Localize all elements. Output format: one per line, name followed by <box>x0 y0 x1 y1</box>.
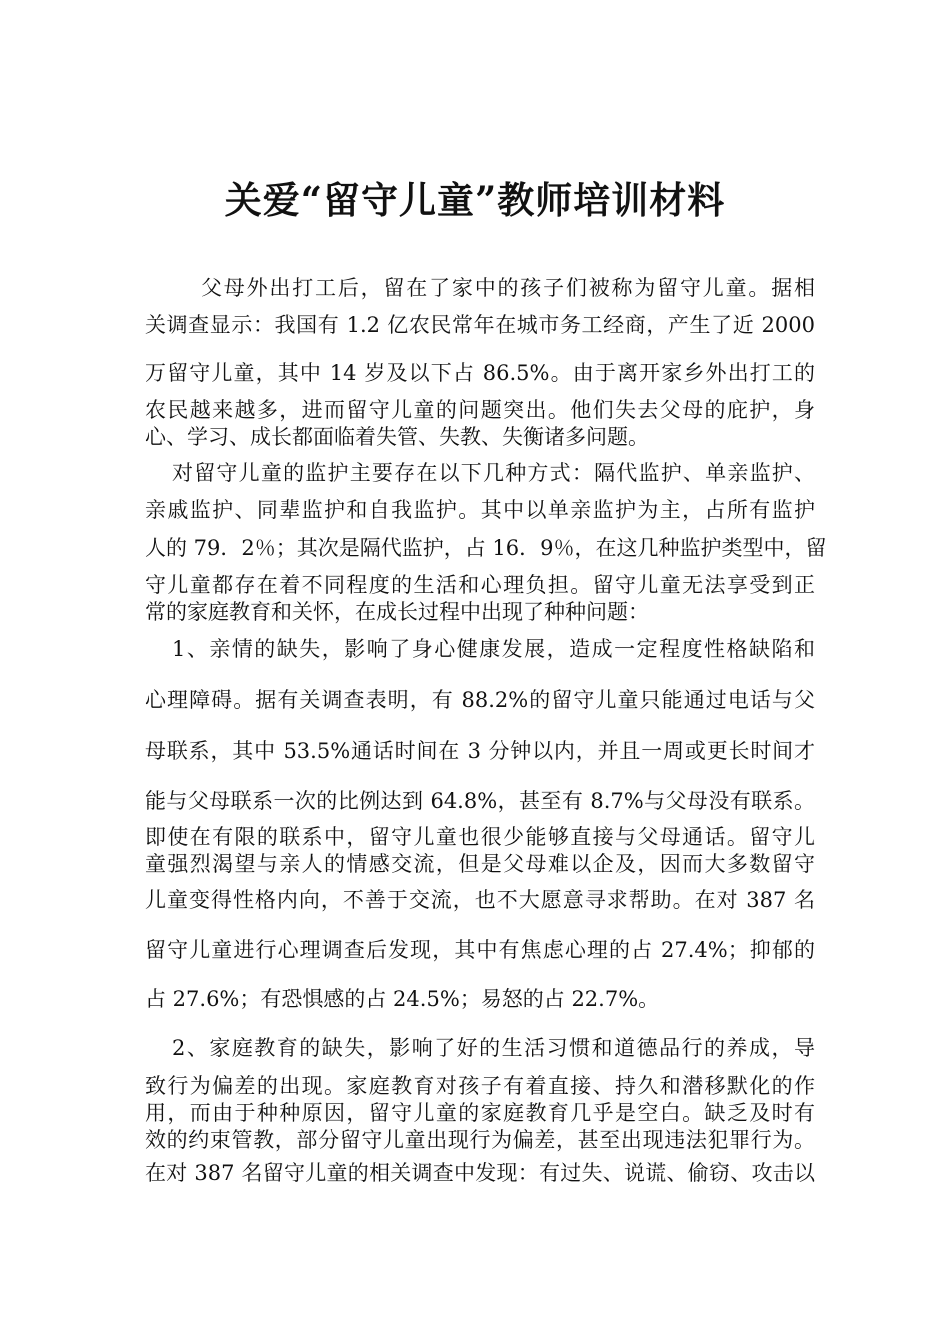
text-line: 人的 79．2％；其次是隔代监护，占 16．9％，在这几种监护类型中，留 <box>145 536 827 560</box>
text-line: 亲戚监护、同辈监护和自我监护。其中以单亲监护为主，占所有监护 <box>145 498 815 522</box>
text-line: 在对 387 名留守儿童的相关调查中发现：有过失、说谎、偷窃、攻击以 <box>145 1161 815 1185</box>
text-line: 父母外出打工后，留在了家中的孩子们被称为留守儿童。据相 <box>201 276 815 300</box>
text-line: 常的家庭教育和关怀，在成长过程中出现了种种问题： <box>145 600 649 624</box>
text-line: 守儿童都存在着不同程度的生活和心理负担。留守儿童无法享受到正 <box>145 573 815 597</box>
text-line: 万留守儿童，其中 14 岁及以下占 86.5%。由于离开家乡外出打工的 <box>145 361 815 385</box>
text-line: 用，而由于种种原因，留守儿童的家庭教育几乎是空白。缺乏及时有 <box>145 1101 815 1125</box>
text-line: 留守儿童进行心理调查后发现，其中有焦虑心理的占 27.4%；抑郁的 <box>145 938 815 962</box>
text-line: 2、家庭教育的缺失，影响了好的生活习惯和道德品行的养成，导 <box>172 1036 815 1060</box>
text-line: 心理障碍。据有关调查表明，有 88.2%的留守儿童只能通过电话与父 <box>145 688 815 712</box>
text-line: 母联系，其中 53.5%通话时间在 3 分钟以内，并且一周或更长时间才 <box>145 739 815 763</box>
text-line: 心、学习、成长都面临着失管、失教、失衡诸多问题。 <box>145 425 649 449</box>
text-line: 效的约束管教，部分留守儿童出现行为偏差，甚至出现违法犯罪行为。 <box>145 1128 815 1152</box>
text-line: 农民越来越多，进而留守儿童的问题突出。他们失去父母的庇护，身 <box>145 398 815 422</box>
text-line: 儿童变得性格内向，不善于交流，也不大愿意寻求帮助。在对 387 名 <box>145 888 815 912</box>
text-line: 致行为偏差的出现。家庭教育对孩子有着直接、持久和潜移默化的作 <box>145 1074 815 1098</box>
text-line: 童强烈渴望与亲人的情感交流，但是父母难以企及，因而大多数留守 <box>145 852 815 876</box>
text-line: 1、亲情的缺失，影响了身心健康发展，造成一定程度性格缺陷和 <box>172 637 815 661</box>
document-title: 关爱“留守儿童”教师培训材料 <box>224 178 726 222</box>
text-line: 关调查显示：我国有 1.2 亿农民常年在城市务工经商，产生了近 2000 <box>145 313 815 337</box>
text-line: 对留守儿童的监护主要存在以下几种方式：隔代监护、单亲监护、 <box>172 461 815 485</box>
text-line: 能与父母联系一次的比例达到 64.8%，甚至有 8.7%与父母没有联系。 <box>145 789 815 813</box>
text-line: 即使在有限的联系中，留守儿童也很少能够直接与父母通话。留守儿 <box>145 825 815 849</box>
text-line: 占 27.6%；有恐惧感的占 24.5%；易怒的占 22.7%。 <box>145 987 660 1011</box>
